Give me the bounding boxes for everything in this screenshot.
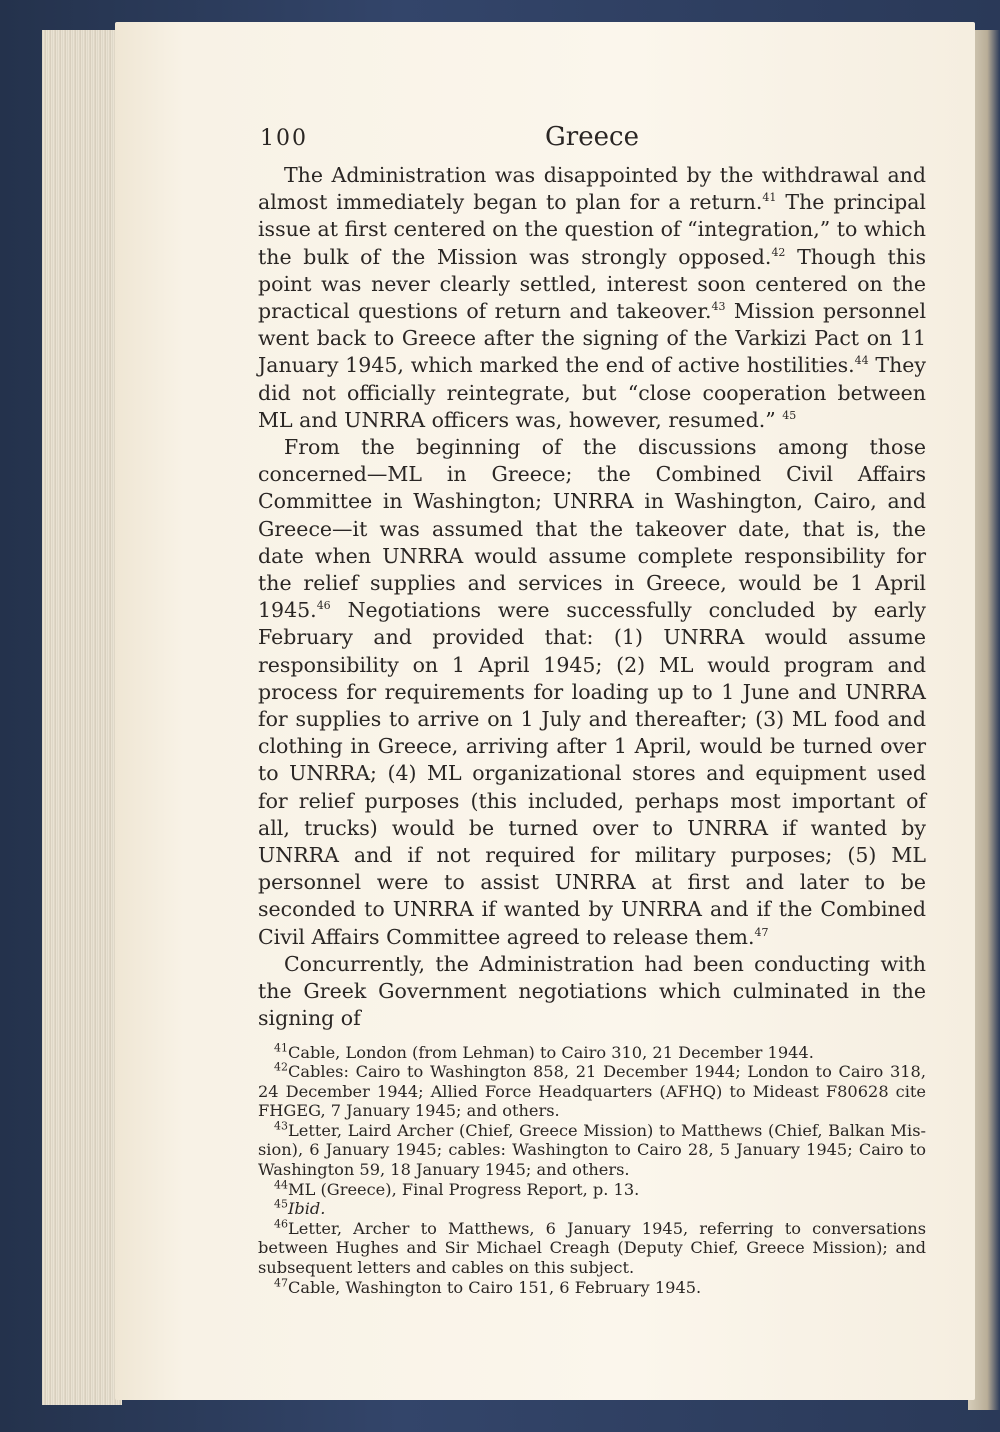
footnote-ref[interactable]: 46 bbox=[316, 599, 331, 613]
footnote-ref[interactable]: 43 bbox=[711, 300, 726, 314]
footnote: $^{43}$Letter, Laird Archer (Chief, Greece Mission) to Matthews (Chief, Balkan Mission), 6 January 1945; cables: Washington to Cairo 28, 5 January 1945; Cairo to Washington 59, 18 January 1945; and others. bbox=[258, 1119, 926, 1180]
page-header bbox=[258, 120, 926, 162]
page-edges bbox=[42, 30, 122, 1405]
footnote: $^{47}$Cable, Washington to Cairo 151, 6 February 1945. bbox=[274, 1276, 702, 1297]
footnote-number: 47 bbox=[274, 1276, 288, 1290]
footnote-number: 41 bbox=[274, 1041, 288, 1055]
footnote-number: 43 bbox=[274, 1119, 288, 1133]
footnote-number: 45 bbox=[274, 1197, 288, 1211]
paragraph: Concurrently, the Administration had been conducting with the Greek Government negotiations which culminated in the signing of bbox=[258, 951, 926, 1031]
footnote-number: 42 bbox=[274, 1060, 288, 1074]
body-text bbox=[258, 162, 926, 1033]
footnote-ref[interactable]: 44 bbox=[854, 354, 869, 368]
footnote: $^{41}$Cable, London (from Lehman) to Cairo 310, 21 December 1944. bbox=[274, 1041, 814, 1062]
footnote-ref[interactable]: 47 bbox=[754, 925, 769, 939]
footnote: $^{46}$Letter, Archer to Matthews, 6 January 1945, referring to conversations between Hughes and Sir Michael Creagh (Deputy Chief, Greece Mission); and subsequent letters and cables on this subject. bbox=[258, 1217, 926, 1278]
footnote-ref[interactable]: 45 bbox=[782, 409, 797, 422]
footnote: $^{44}$ML (Greece), Final Progress Report, p. 13. bbox=[274, 1178, 640, 1199]
paragraph: From the beginning of the discussions among those concerned—ML in Greece; the Combined Civil Affairs Committee in Washington; UNRRA in Washington, Cairo, and Greece—it was assumed that the takeover date, that is, the date when UNRRA would assume complete responsibility for the relief supplies and services in Greece, would be 1 April 1945.46 Negotiations were successfully concluded by early February and provided that: (1) UNRRA would assume responsibility on 1 April 1945; (2) ML would program and process for requirements for loading up to 1 June and UNRRA for supplies to arrive on 1 July and thereafter; (3) ML food and clothing in Greece, arriving after 1 April, would be turned over to UNRRA; (4) ML organizational stores and equipment used for relief purposes (this included, perhaps most important of all, trucks) would be turned over to UNRRA if wanted by UNRRA and if not required for military purposes; (5) ML personnel were to assist UNRRA at first and later to be seconded to UNRRA if wanted by UNRRA and if the Combined Civil Affairs Committee agreed to release them.$^{47}$ bbox=[258, 435, 926, 949]
running-title: Greece bbox=[545, 122, 639, 152]
page-number: 100 bbox=[260, 126, 308, 151]
footnote-number: 46 bbox=[274, 1217, 288, 1231]
footnotes bbox=[258, 1043, 926, 1298]
paragraph: The Administration was disappointed by the withdrawal and almost immediately began to plan for a return.$^{41}$ The principal issue at first centered on the question of “integration,” to which the bulk of the Mission was strongly opposed.$^{42}$ Though this point was never clearly settled, interest soon centered on the practical questions of return and takeover.$^{43}$ Mission personnel went back to Greece after the signing of the Varkizi Pact on 11 January 1945, which marked the end of active hostilities.$^{44}$ They did not officially reintegrate, but “close cooperation between ML and UNRRA officers was, however, resumed.” $^{45}$ bbox=[258, 163, 926, 432]
page-content bbox=[258, 120, 926, 1297]
footnote-number: 44 bbox=[274, 1178, 288, 1192]
footnote: $^{42}$Cables: Cairo to Washington 858, 21 December 1944; London to Cairo 318, 24 December 1944; Allied Force Headquarters (AFHQ) to Mideast F80628 cite FHGEG, 7 January 1945; and others. bbox=[258, 1060, 926, 1121]
footnote: $^{45}$Ibid. bbox=[274, 1197, 326, 1219]
footnote-ref[interactable]: 42 bbox=[771, 245, 786, 259]
footnote-ref[interactable]: 41 bbox=[762, 191, 777, 205]
